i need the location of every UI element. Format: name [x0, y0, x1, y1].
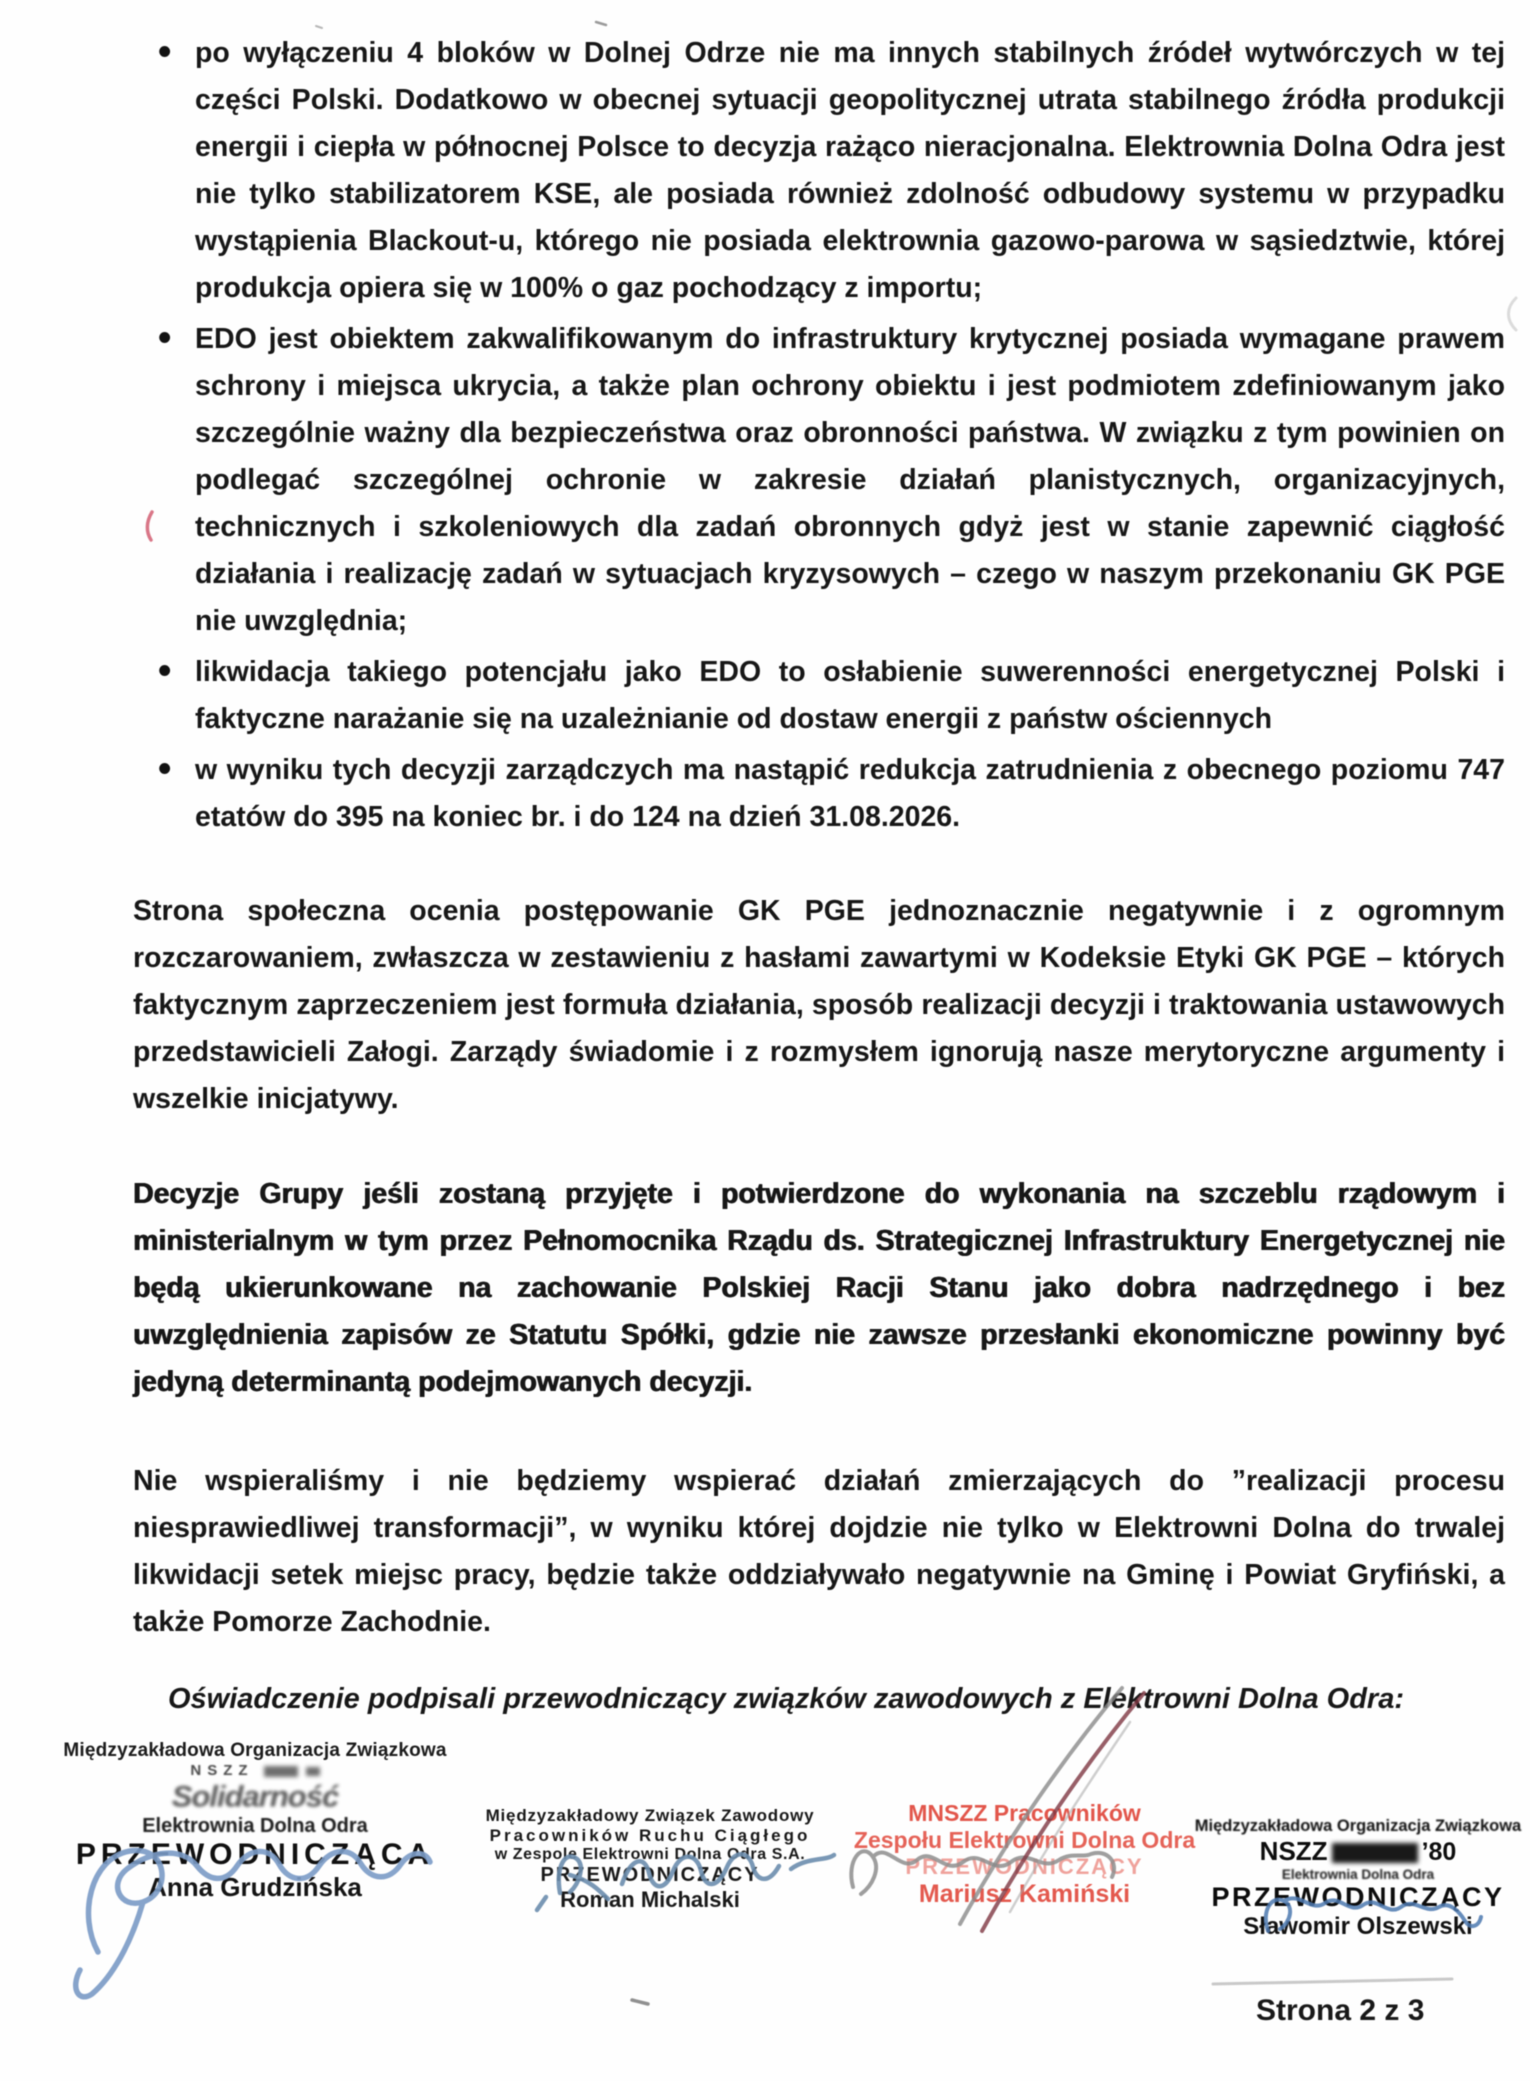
org-line: w Zespole Elektrowni Dolna Odra S.A.: [494, 1846, 806, 1863]
pen-stroke: [76, 1902, 143, 1997]
unit-line: Elektrownia Dolna Odra: [1281, 1867, 1435, 1882]
signer-name: Anna Grudzińska: [148, 1872, 362, 1902]
union-abbr: NSZZ: [190, 1762, 254, 1779]
speck: [1509, 298, 1517, 330]
org-line: Międzyzakładowy Związek Zawodowy: [485, 1806, 815, 1825]
paragraph-decisions-bold: Decyzje Grupy jeśli zostaną przyjęte i potwierdzone do wykonania na szczeblu rządowym i ministerialnym w tym przez Pełnomocnika Rządu ds. Strategicznej Infrastruktury Energetycznej nie będą ukierunkowane na zachowanie Polskiej Racji Stanu jako dobra nadrzędnego i bez uwzględnienia zapisów ze Statutu Spółki, gdzie nie zawsze przesłanki ekonomiczne powinny być jedyną determinantą podejmowanych decyzji.: [133, 1178, 1505, 1398]
org-line: MNSZZ Pracowników: [908, 1800, 1141, 1826]
bullet-item-employment: • w wyniku tych decyzji zarządczych ma nastąpić redukcja zatrudnienia z obecnego poziomu 747 etatów do 395 na koniec br. i do 124 na dzień 31.08.2026.: [195, 747, 1505, 841]
role-line: PRZEWODNICZĄCY: [1211, 1882, 1505, 1912]
stamp-smudge: [306, 1767, 320, 1776]
role-line: PRZEWODNICZĄCY: [540, 1864, 760, 1886]
signature-block-solidarnosc: [50, 1740, 460, 1903]
unit-line: Elektrownia Dolna Odra: [142, 1815, 368, 1837]
signature-block-mnszz-red-stamp: [852, 1800, 1197, 1909]
speck: [596, 22, 606, 25]
bullet-item-sovereignty: • likwidacja takiego potencjału jako EDO to osłabienie suwerenności energetycznej Polski i faktyczne narażanie się na uzależnianie od dostaw energii z państw ościennych: [195, 649, 1505, 743]
bullet-item-critical-infrastructure: • EDO jest obiektem zakwalifikowanym do infrastruktury krytycznej posiada wymagane prawem schrony i miejsca ukrycia, a także plan ochrony obiektu i jest podmiotem zdefiniowanym jako szczególnie ważny dla bezpieczeństwa oraz obronności państwa. W związku z tym powinien on podlegać szczególnej ochronie w zakresie działań planistycznych, organizacyjnych, technicznych i szkoleniowych dla zadań obronnych gdyż jest w stanie zapewnić ciągłość działania i realizację zadań w sytuacjach kryzysowych – czego w naszym przekonaniu GK PGE nie uwzględnia;: [195, 316, 1505, 645]
paragraph-assessment: Strona społeczna ocenia postępowanie GK PGE jednoznacznie negatywnie i z ogromnym rozczarowaniem, zwłaszcza w zestawieniu z hasłami zawartymi w Kodeksie Etyki GK PGE – których faktycznym zaprzeczeniem jest formuła działania, sposób realizacji decyzji i traktowania ustawowych przedstawicieli Załogi. Zarządy świadomie i z rozmysłem ignorują nasze merytoryczne argumenty i wszelkie inicjatywy.: [133, 895, 1505, 1115]
bullet-item-shutdown: • po wyłączeniu 4 bloków w Dolnej Odrze nie ma innych stabilnych źródeł wytwórczych w tej części Polski. Dodatkowo w obecnej sytuacji geopolitycznej utrata stabilnego źródła produkcji energii i ciepła w północnej Polsce to decyzja rażąco nieracjonalna. Elektrownia Dolna Odra jest nie tylko stabilizatorem KSE, ale posiada również zdolność odbudowy systemu w przypadku wystąpienia Blackout-u, którego nie posiada elektrownia gazowo-parowa w sąsiedztwie, której produkcja opiera się w 100% o gaz pochodzący z importu;: [195, 30, 1505, 312]
signer-name: Roman Michalski: [560, 1887, 740, 1912]
org-line: Międzyzakładowa Organizacja Związkowa: [63, 1740, 447, 1761]
dash-mark: [632, 2000, 648, 2004]
union-abbr-line: [1192, 1836, 1524, 1867]
signer-name: Sławomir Olszewski: [1243, 1913, 1473, 1940]
bullet-list: [195, 30, 1505, 845]
union-abbr-line: [50, 1762, 460, 1779]
signature-block-nszz-80: [1192, 1817, 1524, 1941]
page-number: Strona 2 z 3: [1256, 1994, 1425, 2027]
role-line: PRZEWODNICZĄCA: [75, 1838, 435, 1871]
union-suffix: ’80: [1421, 1838, 1457, 1866]
union-abbr: NSZZ: [1259, 1836, 1328, 1866]
role-line: PRZEWODNICZĄCY: [905, 1854, 1144, 1879]
signers-intro-line: Oświadczenie podpisali przewodniczący związków zawodowych z Elektrowni Dolna Odra:: [168, 1683, 1404, 1715]
red-tick-mark: [147, 512, 152, 540]
stamp-smudge: [264, 1766, 298, 1777]
solidarnosc-logo: Solidarność: [171, 1779, 339, 1814]
stamp-smudge: [1332, 1843, 1418, 1863]
speck: [316, 26, 322, 28]
org-line: Międzyzakładowa Organizacja Związkowa: [1194, 1817, 1522, 1835]
signature-block-ruch-ciagly: [470, 1806, 830, 1913]
underline-mark: [1213, 1979, 1452, 1984]
paragraph-support: Nie wspieraliśmy i nie będziemy wspierać działań zmierzających do ”realizacji procesu niesprawiedliwej transformacji”, w wyniku której dojdzie nie tylko w Elektrowni Dolna do trwalej likwidacji setek miejsc pracy, będzie także oddziaływało negatywnie na Gminę i Powiat Gryfiński, a także Pomorze Zachodnie.: [133, 1465, 1505, 1638]
org-line: Pracowników Ruchu Ciągłego: [489, 1826, 811, 1845]
signer-name: Mariusz Kamiński: [918, 1880, 1131, 1908]
org-line: Zespołu Elektrowni Dolna Odra: [853, 1827, 1196, 1853]
